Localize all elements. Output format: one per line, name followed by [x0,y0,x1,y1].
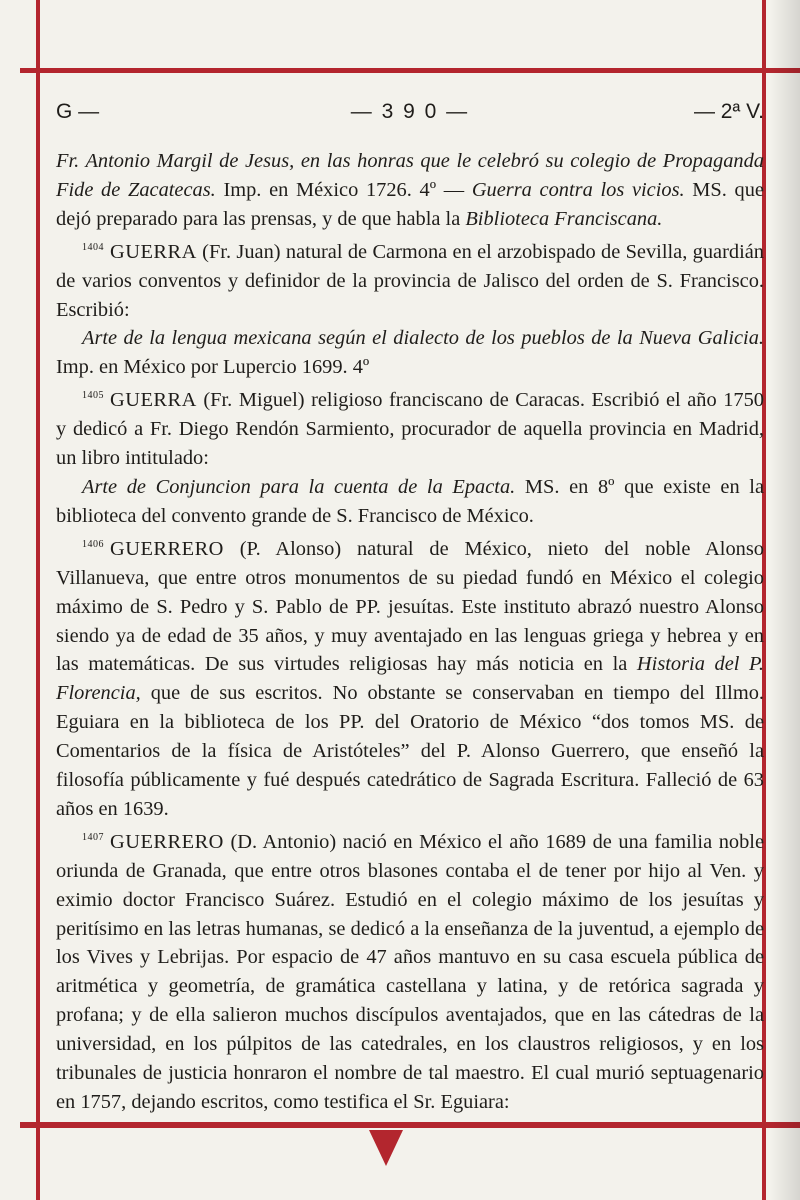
frame-bottom-rule [20,1122,800,1128]
entry-1405 [56,382,764,473]
entry-1404 [56,234,764,325]
entry-name: GUERRERO [110,830,224,853]
entry-text: que de sus escritos. No obstante se conservaban en tiempo del Illmo. Eguiara en la biblioteca de los PP. del Oratorio de México “dos tomos MS. de Comentarios de la física de Aristóteles” del P. Alonso Guerrero, que enseñó la filosofía públicamente y fué después catedrático de Sagrada Escritura. Falleció de 63 años en 1639. [56,682,764,820]
paragraph-text: Imp. en México por Lupercio 1699. 4º [56,356,370,379]
bookmark-triangle-icon [369,1130,403,1166]
volume-mark: — 2ª V. [693,100,764,123]
page-body [56,147,764,1117]
paragraph-text: MS. en 8º que existe en la biblioteca del convento grande de S. Francisco de México. [56,475,764,527]
entry-name: GUERRERO [110,537,224,560]
book-title: Historia del P. Florencia, [56,653,764,705]
entry-text: (P. Alonso) natural de México, nieto del noble Alonso Villanueva, que entre otros monumentos de su piedad fundó en México el colegio máximo de S. Pedro y S. Pablo de PP. jesuítas. Este instituto abrazó nuestro Alonso siendo ya de edad de 35 años, y muy aventajado en las lenguas griega y hebrea y en las matemáticas. De sus virtudes religiosas hay más noticia en la [56,537,764,676]
paragraph-text: Imp. en México 1726. 4º — [215,178,472,201]
continuation-paragraph [56,147,764,234]
entry-text: (D. Antonio) nació en México el año 1689 de una familia noble oriunda de Granada, que entre otros blasones contaba el de tener por hijo al Ven. y eximio doctor Francisco Suárez. Estudió en el colegio máximo de los jesuítas y peritísimo en las letras humanas, se dedicó a la enseñanza de la juventud, a ejemplo de los Vives y Lebrijas. Por espacio de 47 años mantuvo en su casa escuela pública de aritmética y geometría, de gramática castellana y latina, y de retórica sagrada y profana; y de ella salieron muchos discípulos aventajados, que en las cátedras de la universidad, en los púlpitos de las catedrales, en los claustros religiosos, y en los tribunales de justicia honraron el nombre de tal maestro. El cual murió septuagenario en 1757, dejando escritos, como testifica el Sr. Eguiara: [56,830,764,1113]
entry-1406 [56,531,764,824]
entry-number: 1404 [82,241,104,253]
book-title: Guerra contra los vicios. [471,178,685,201]
entry-text: (Fr. Juan) natural de Carmona en el arzobispado de Sevilla, guardián de varios conventos y definidor de la provincia de Jalisco del orden de S. Francisco. Escribió: [56,240,764,321]
page-header [56,100,764,132]
page-edge-shadow [770,0,800,1200]
entry-number: 1405 [82,390,104,402]
frame-top-rule [20,68,800,73]
paragraph-text: MS. que dejó preparado para las prensas, y de que habla la [56,178,764,230]
entry-1407 [56,824,764,1117]
entry-number: 1407 [82,831,104,843]
book-title: Arte de Conjuncion para la cuenta de la Epacta. [82,475,516,498]
entry-name: GUERRA [110,240,197,263]
entry-text: (Fr. Miguel) religioso franciscano de Caracas. Escribió el año 1750 y dedicó a Fr. Diego Rendón Sarmiento, procurador de aquella provincia en Madrid, un libro intitulado: [56,389,764,470]
page-number: — 3 9 0 — [350,100,470,123]
work-title-1405 [56,473,764,531]
frame-left-rule [36,0,40,1200]
header-letter: G — [56,100,100,123]
book-title: Biblioteca Franciscana. [465,207,663,230]
entry-number: 1406 [82,538,104,550]
work-title-1404 [56,324,764,382]
book-title: Fr. Antonio Margil de Jesus, en las honras que le celebró su colegio de Propaganda Fide de Zacatecas. [56,150,764,201]
entry-name: GUERRA [110,389,197,412]
book-title: Arte de la lengua mexicana según el dialecto de los pueblos de la Nueva Galicia. [82,327,764,350]
